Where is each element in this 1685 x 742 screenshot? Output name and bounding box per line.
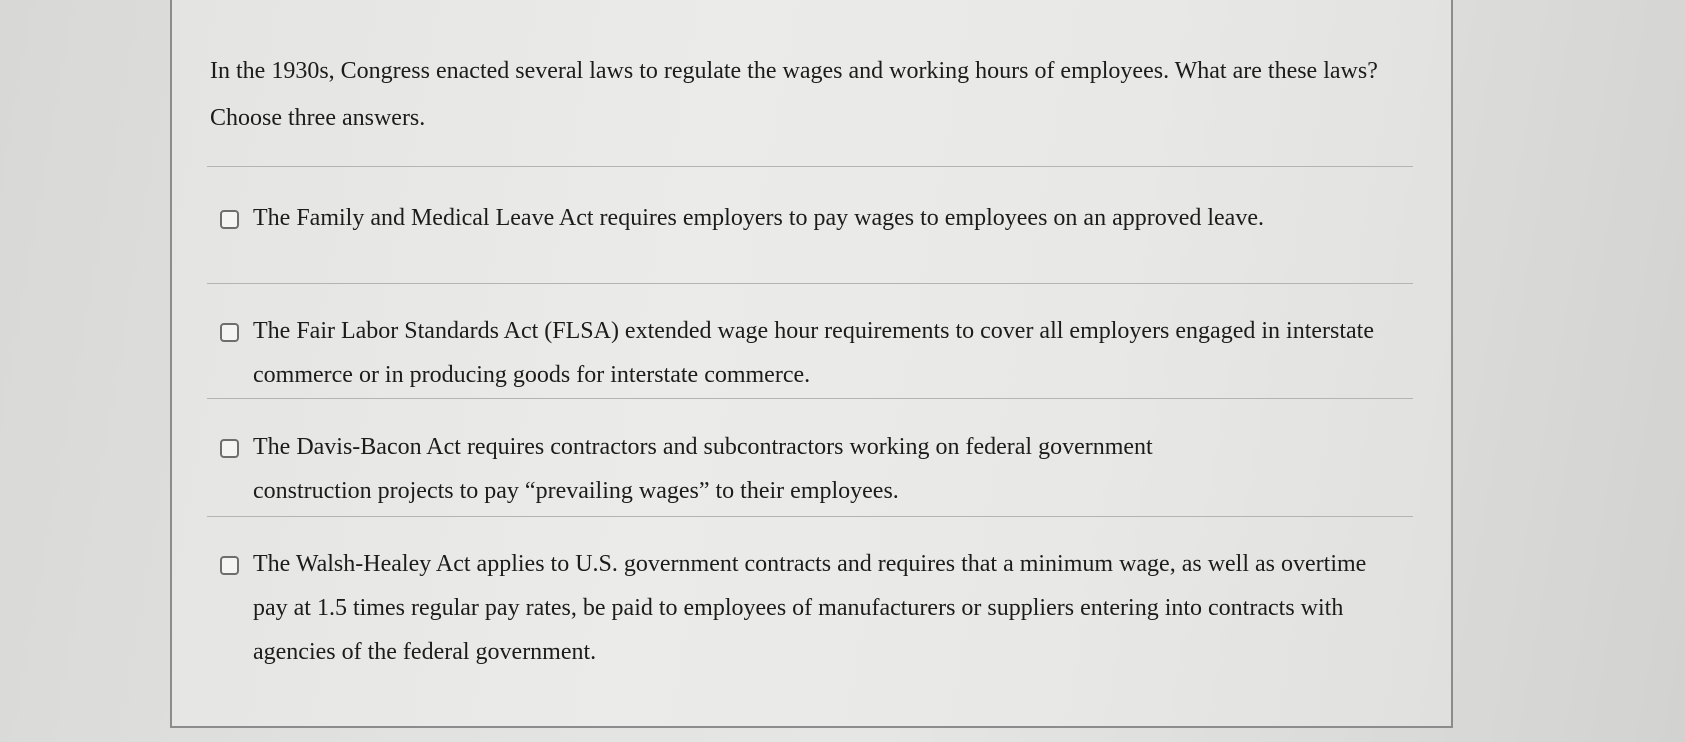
- divider: [207, 166, 1413, 167]
- option-label: The Walsh-Healey Act applies to U.S. government contracts and requires that a minimum wage, as well as overtime pay at 1.5 times regular pay rates, be paid to employees of manufacturers or suppliers entering into contracts with agencies of the federal government.: [253, 551, 1367, 665]
- question-text: In the 1930s, Congress enacted several laws to regulate the wages and working hours of employees. What are these laws? Choose three answers.: [210, 58, 1378, 131]
- option-label: The Fair Labor Standards Act (FLSA) extended wage hour requirements to cover all employers engaged in interstate commerce or in producing goods for interstate commerce.: [253, 318, 1374, 388]
- checkbox[interactable]: [220, 439, 239, 458]
- divider: [207, 283, 1413, 284]
- checkbox[interactable]: [220, 210, 239, 229]
- checkbox[interactable]: [220, 323, 239, 342]
- question-card: [170, 0, 1453, 728]
- answer-option-davis-bacon[interactable]: [220, 425, 1410, 513]
- divider: [207, 398, 1413, 399]
- answer-option-walsh-healey[interactable]: [220, 542, 1410, 674]
- option-label: The Davis-Bacon Act requires contractors and subcontractors working on federal government construction projects to pay “prevailing wages” to their employees.: [253, 434, 1153, 504]
- checkbox[interactable]: [220, 556, 239, 575]
- divider: [207, 516, 1413, 517]
- answer-option-flsa[interactable]: [220, 309, 1410, 397]
- answer-option-fmla[interactable]: [220, 196, 1410, 240]
- option-label: The Family and Medical Leave Act requires employers to pay wages to employees on an approved leave.: [253, 205, 1264, 231]
